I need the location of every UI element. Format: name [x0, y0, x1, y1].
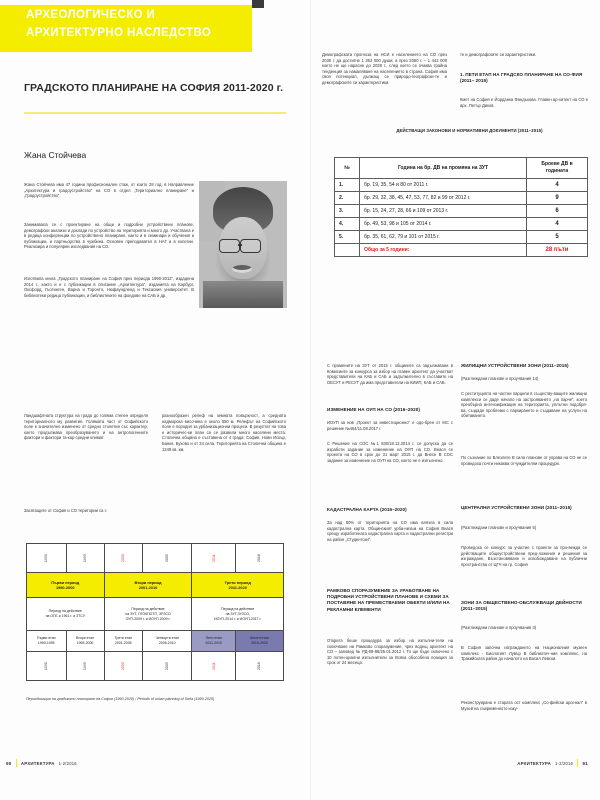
stage-cell-4 [143, 631, 192, 652]
cell-number: 1. [335, 179, 360, 192]
footer-accent-bar [577, 759, 578, 767]
period-cell-3 [192, 573, 284, 598]
periodization-year-row-top [27, 544, 284, 573]
act-cell-3 [192, 598, 284, 631]
stage-label: Първи етап [36, 636, 56, 640]
cell-number: 3. [335, 205, 360, 218]
th-count: Броеве ДВ в годината [527, 158, 588, 179]
stage-cell-1 [27, 631, 67, 652]
mid-col-para-5: Открита беше процедура за избор на изпълни-тели на сключване на Рамково споразумение, чрез водещ архитект на СО – заповед № РД-09-88/25.01.2012 г. То ще бъде сключено с 10 потен-циални изпълнители за Всяка обособена позиция за срок от 24 месеца. [327, 638, 453, 666]
footer-accent-bar [16, 759, 17, 767]
stage-label: Четвърти етап [155, 636, 179, 640]
stage-years: 2001-2005 [114, 641, 132, 645]
right-col-note-1: (Разглеждани планове и проучвания 14) [461, 376, 539, 381]
left-body-col1-p2: Засягащите от София и СО територии са с [24, 508, 107, 513]
year-cell: 1990 [27, 652, 67, 681]
act-line: ОУП-2009 г. и ИОУП-2009 г. [125, 616, 171, 621]
year-cell: 2011 [192, 544, 235, 573]
act-line: на ОПГ-и 1961 г. и ЗТСУ [45, 614, 85, 618]
journal-name-left: АРХИТЕКТУРА [20, 760, 55, 766]
act-line: на ЗУТ, ПГОКПОТП, ЗРЗСО [125, 611, 171, 616]
stage-years: 1995-2000 [76, 641, 94, 645]
mid-col-para-1: С промените на ЗУТ от 2015 г. общините са задължавани в Комисиите за конкурса за избор на главен архитект да участват представители на КАБ и САБ и задължително в съставите на ОЕСУТ и РЕСУТ да има представители на КИИП, КАБ и САБ. [327, 363, 453, 385]
stage-label: Втори етап [76, 636, 94, 640]
right-col-heading-residential: ЖИЛИЩНИ УСТРОЙСТВЕНИ ЗОНИ (2011–2015) [461, 363, 569, 368]
zut-amendments-table [334, 157, 588, 257]
portrait-glasses-left [219, 239, 240, 253]
year-cell: 2005 [143, 544, 192, 573]
mid-col-para-2: ИОУП за нов „Проект за инвестиционно“ е одо-брен от МС с решение №464/11.08.2017 г. [327, 420, 453, 431]
banner-line-1: АРХЕОЛОГИЧЕСКО И [26, 9, 156, 21]
cell-total-spacer [335, 244, 360, 257]
issue-right: 1-2/2016 [554, 760, 574, 766]
act-cell-1 [27, 598, 105, 631]
issue-left: 1-2/2016 [58, 760, 77, 766]
cell-count: 4 [527, 218, 588, 231]
year-cell: 1995 [66, 652, 104, 681]
cell-number: 4. [335, 218, 360, 231]
journal-name-right: АРХИТЕКТУРА [517, 760, 551, 766]
right-col-note-3: (Разглеждани планове и проучвания 3) [461, 625, 537, 630]
stage-cell-5 [192, 631, 235, 652]
year-cell: 2016 [235, 544, 283, 573]
act-line: Период на действие [221, 606, 255, 611]
cell-number: 2. [335, 192, 360, 205]
right-section-heading: 1. ПЕТИ ЕТАП НА ГРАДСКО ПЛАНИРАНЕ НА СО-ФИЯ (2011– 2015) [460, 72, 583, 84]
cell-description: бр. 19, 35, 54 и 80 от 2011 г. [360, 179, 527, 192]
right-intro-continued: те и демографските си характеристики. [460, 52, 537, 57]
cell-description: бр. 15, 24, 27, 28, 66 и 109 от 2013 г. [360, 205, 527, 218]
data-table-caption: ДЕЙСТВАЩИ ЗАКОНОВИ И НОРМАТИВНИ ДОКУМЕНТИ (2011–2015) [396, 128, 543, 133]
year-cell: 2000 [104, 544, 143, 573]
footer-right [517, 759, 588, 767]
year-cell: 2000 [104, 652, 143, 681]
stage-years: 2016-2020 [251, 641, 268, 645]
th-number: № [335, 158, 360, 179]
cell-total-label: Общо за 5 години: [360, 244, 527, 257]
left-body-col2-p1: разнообразен релеф на земната повърхност, а средната надморска височина е около 550 м. Релефът на Софийското поле е породил за урбанизационни процеси. В резултат на това е историчес-ки план са се развили много населени места. Столична община е съставена от 4 града: София, Нови Искър, Банкя, Бухово и от 34 села. Територията на Столична община е 1349 кв. км. [162, 413, 286, 452]
bio-paragraph-3: Изготвила книга „Градското планиране на София през периода 1990-2012“, издадена 2014 г., както и е с публикации в списание „Архитектура“, изданията на Карбург, Оксфорд, Гьотинген, Варна и Торонто, Нюфаундленд и Тексаския университет. В библиотеки редица публикации, и библиотеките на фондове на САБ и др. [24, 276, 194, 298]
stage-label: Трети етап [114, 636, 132, 640]
portrait-glasses-bridge [238, 244, 242, 246]
act-cell-2 [104, 598, 192, 631]
bio-paragraph-1: Жана Стойчева има 47 години професионален стаж, от които 28 год. в Направление „Архитектура и градоустройство“ на СО в отдел „Териториално планиране“ и „Градоустройство“. [24, 182, 194, 199]
period-years: 2001-2010 [138, 585, 158, 590]
author-portrait-photo [199, 181, 287, 308]
right-section-lead: Кмет на София е Йорданка Фандъкова. Главен ар-хитект на СО е арх. Петър Диков. [460, 97, 588, 108]
table-row [335, 179, 588, 192]
right-col-para-4: В София започна изграждането на Националния музеен комплекс - Биологият Лувър В библиотеч-ния комплекс, на Тракийската район до началото на Васил Левски. [461, 645, 587, 662]
cell-count: 6 [527, 205, 588, 218]
period-label: Трети период [224, 579, 251, 585]
period-cell-2 [104, 573, 192, 598]
article-author: Жана Стойчева [24, 150, 87, 160]
bio-paragraph-2: Занимавала се с проектиране на общи и подробни устройствени планове, демографски анализи и доклади по устройство на територията и много др. Участвала е в редица конференции по устройствено планиране, както и в семинари и обучения и публикации, и партньорства в чужбина. Основен преподавател в НАГ и в колегии. Реализира и популярни изследвания на СО. [24, 222, 194, 250]
act-line: Период на действие [131, 606, 165, 611]
period-years: 1990-2000 [55, 585, 75, 590]
mid-col-para-4: За над 80% от територията на СО има влязла в сила кадастрална карта. Общинският урба-низъм на София Внася срещу изработената кадастрална карта и кадастрални регистри на район „Студентски“. [327, 520, 453, 542]
banner-line-2: АРХИТЕКТУРНО НАСЛЕДСТВО [26, 27, 212, 39]
periodization-acts-row [27, 598, 284, 631]
right-col-para-2: По съзнание по Влезлите В сила планове от управа на СО не се проведоха почти никаква отчуждителни процедури. [461, 455, 587, 466]
cell-number: 5. [335, 231, 360, 244]
stage-label: Шести етап [250, 636, 269, 640]
mid-col-heading-framework: РАМКОВО СПОРАЗУМЕНИЕ ЗА УРАБОТВАНЕ НА ПОДРОБНИ УСТРОЙСТВЕНИ ПЛАНОВЕ И СХЕМИ ЗА ПОСТАВЯНЕ НА ПРЕМЕСТВАЕМИ ОБЕКТИ И/ИЛИ НА РЕКЛАМНИ ЕЛЕМЕНТИ [327, 588, 450, 612]
table-header-row [335, 158, 588, 179]
cell-description: бр. 49, 53, 98 и 105 от 2014 г. [360, 218, 527, 231]
periodization-year-row-bottom [27, 652, 284, 681]
year-cell: 2005 [143, 652, 192, 681]
right-col-para-5: Реконструирана е старата ост комплекс „Со-фийски арсенал“ в Музей на съвременното изку- [461, 700, 587, 711]
act-line: ИОУП-2014 г. и ИОУП-2017 г. [214, 616, 262, 621]
right-intro-paragraph: Демографската прогноза на НСИ е населението на СО през 2030 г. да достигне 1 362 000 души, а през 2050 г. – 1 442 000 което не ще нарасне до 2028 г., след което се очаква трайна тенденция за намаляване на населението в страна. София има своя потенциал, дължащ се природо-географски-те и демографските си характеристики. [322, 52, 447, 85]
portrait-glasses-right [240, 239, 261, 253]
cell-count: 9 [527, 192, 588, 205]
stage-label: Пети етап [205, 636, 222, 640]
mid-col-para-3: С Решение на СОС №1 830/18.12.2014 г. се допуска да се изработи задание за изменение на ОУП на СО. Внася се проекта на СО в срок до 31 март 2015 г. да Внесе В СОС задание за изменение на ОУП на СО, което не е изпълнено. [327, 441, 453, 463]
portrait-mouth [232, 265, 252, 273]
year-cell: 1990 [27, 544, 67, 573]
period-label: Първи период [51, 579, 80, 585]
cell-description: бр. 29, 32, 38, 45, 47, 53, 77, 82 и 99 от 2012 г. [360, 192, 527, 205]
right-col-para-3: Проведоха се конкурс за участие с проекти за про-вежда се действащите общоустройствени пред-ложения и решения за изграждане, Възстановяване и освобождаване на публични пространства от ЦГЧ на гр. София [461, 545, 587, 567]
mid-col-heading-oup: ИЗМЕНЕНИЕ НА ОУП НА СО (2016–2020) [327, 407, 420, 412]
page-gutter [310, 0, 311, 800]
table-row [335, 192, 588, 205]
act-line: Период на действие [48, 609, 82, 613]
table-row [335, 218, 588, 231]
year-cell: 2011 [192, 652, 235, 681]
stage-cell-2 [66, 631, 104, 652]
stage-cell-6 [235, 631, 283, 652]
page-number-right: 91 [582, 760, 588, 766]
article-title: ГРАДСКОТО ПЛАНИРАНЕ НА СОФИЯ 2011-2020 г. [24, 82, 284, 94]
period-years: 2011-2020 [228, 585, 247, 590]
act-line: на ЗУТ,ЗУЗСО, [225, 611, 250, 616]
right-col-heading-central: ЦЕНТРАЛНИ УСТРОЙСТВЕНИ ЗОНИ (2011–2015) [461, 505, 572, 510]
cell-count: 4 [527, 179, 588, 192]
stage-years: 1990-1995 [37, 641, 55, 645]
banner-notch-mark [252, 0, 264, 8]
table-row [335, 205, 588, 218]
stage-years: 2011-2015 [205, 641, 222, 645]
table-total-row [335, 244, 588, 257]
periodization-stage-row [27, 631, 284, 652]
periodization-table [26, 543, 284, 681]
th-description: Година на бр. ДВ на промяна на ЗУТ [360, 158, 527, 179]
figure-caption: Периодизация на градското планиране на София (1990-2020) / Periods of urban planning of Sofia (1990-2020) [26, 697, 215, 701]
periodization-period-row [27, 573, 284, 598]
left-body-col1-p1: Ландшафтната структура на града до голяма степен определя териториалното му развитие. Голямата част от Софийското поле е значително изменено от средно столетия със характер, което продължава преобразуването и на антропогенните фактори и фактори та-кар средни климат. [24, 413, 148, 441]
right-col-heading-public: ЗОНИ ЗА ОБЩЕСТВЕНО-ОБСЛУЖВАЩИ ДЕЙНОСТИ (2011–2015) [461, 600, 582, 612]
right-col-para-1: С реституцията на частни парцели в съществу-ващите жилищни комплекси се даде начало на застрояването „на парче“, което преобърна интензификация на територията, уплътни подобря-ва, създаде проблеми с паркирането и създаване на услуги на обитаването. [461, 391, 587, 419]
stage-years: 2006-2010 [158, 641, 176, 645]
portrait-shoulders [203, 281, 283, 308]
cell-description: бр. 35, 61, 62, 79 и 101 от 2015 г. [360, 231, 527, 244]
title-underline-rule [24, 112, 286, 114]
year-cell: 1995 [66, 544, 104, 573]
table-row [335, 231, 588, 244]
period-label: Втори период [134, 579, 162, 585]
cell-total-count: 28 пъти [527, 244, 588, 257]
period-cell-1 [27, 573, 105, 598]
mid-col-heading-cadastre: КАДАСТРАЛНА КАРТА (2016–2020) [327, 507, 407, 512]
page-number-left: 90 [6, 760, 12, 766]
stage-cell-3 [104, 631, 143, 652]
cell-count: 5 [527, 231, 588, 244]
footer-left [6, 759, 77, 767]
right-col-note-2: (Разглеждани планове и проучвания 5) [461, 525, 537, 530]
year-cell: 2016 [235, 652, 283, 681]
